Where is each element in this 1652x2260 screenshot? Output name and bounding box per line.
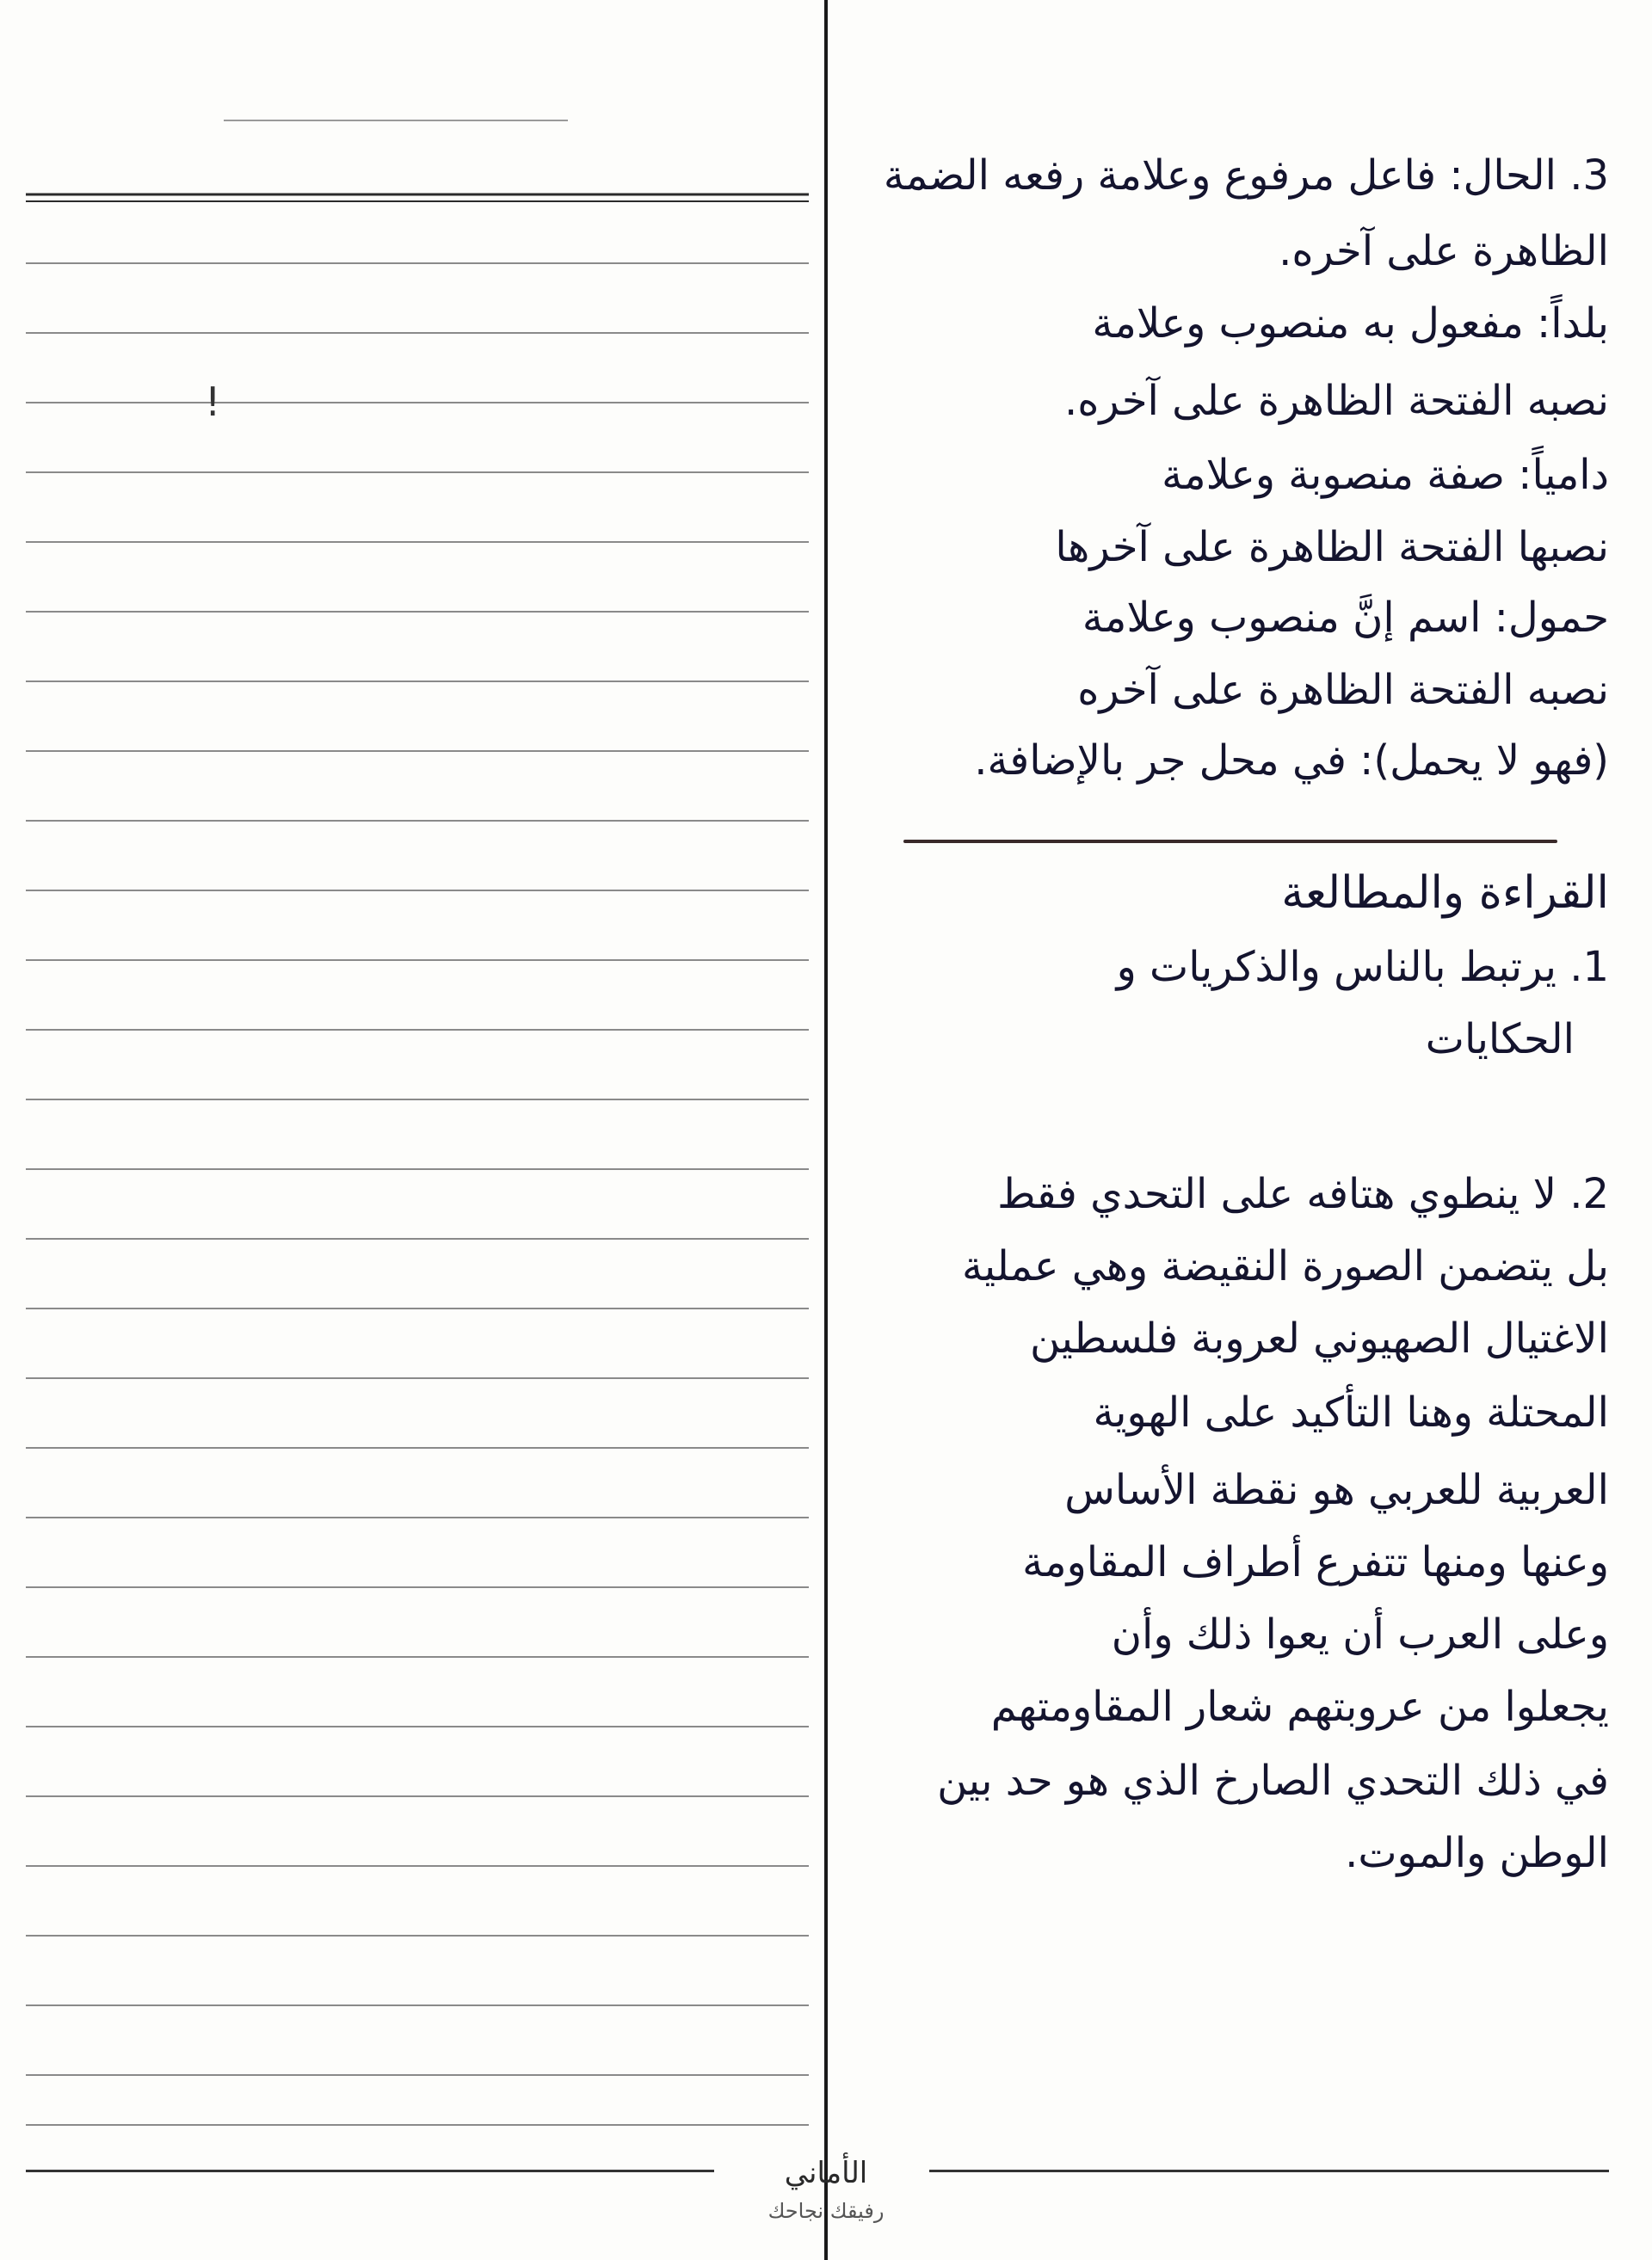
reading-item-1-line: 1. يرتبط بالناس والذكريات و (1116, 943, 1609, 991)
reading-item-2-line: الاغتيال الصهيوني لعروبة فلسطين (1029, 1315, 1609, 1363)
grammar-line: 3. الحال: فاعل مرفوع وعلامة رفعه الضمة (883, 151, 1609, 200)
grammar-line: بلداً: مفعول به منصوب وعلامة (1092, 299, 1609, 348)
grammar-line: الظاهرة على آخره. (1279, 227, 1609, 275)
reading-item-2-line: يجعلوا من عروبتهم شعار المقاومتهم (990, 1683, 1609, 1731)
notebook-brand-name: الأماني (784, 2156, 868, 2190)
grammar-line: نصبه الفتحة الظاهرة على آخره. (1063, 377, 1609, 425)
center-margin-line (824, 0, 828, 2260)
reading-item-2-line: 2. لا ينطوي هتافه على التحدي فقط (997, 1170, 1609, 1218)
reading-heading: القراءة والمطالعة (1281, 867, 1609, 919)
reading-item-2-line: العربية للعربي هو نقطة الأساس (1064, 1466, 1609, 1514)
reading-item-1-line: الحكايات (1425, 1015, 1575, 1063)
section-divider (903, 840, 1557, 843)
reading-item-2-line: المحتلة وهنا التأكيد على الهوية (1093, 1389, 1609, 1437)
stray-mark: ! (205, 379, 221, 425)
grammar-line: نصبها الفتحة الظاهرة على آخرها (1055, 523, 1609, 571)
reading-item-2-line: الوطن والموت. (1345, 1829, 1609, 1877)
grammar-line: حمول: اسم إنَّ منصوب وعلامة (1082, 594, 1609, 642)
grammar-line: نصبه الفتحة الظاهرة على آخره (1077, 666, 1609, 714)
grammar-line: دامياً: صفة منصوبة وعلامة (1162, 451, 1609, 499)
grammar-line: (فهو لا يحمل): في محل جر بالإضافة. (974, 736, 1609, 785)
notebook-brand-tagline: رفيقك نجاحك (767, 2199, 885, 2223)
reading-item-2-line: بل يتضمن الصورة النقيضة وهي عملية (961, 1242, 1609, 1290)
reading-item-2-line: وعلى العرب أن يعوا ذلك وأن (1111, 1610, 1609, 1659)
reading-item-2-line: في ذلك التحدي الصارخ الذي هو حد بين (937, 1757, 1609, 1805)
reading-item-2-line: وعنها ومنها تتفرع أطراف المقاومة (1022, 1538, 1609, 1586)
